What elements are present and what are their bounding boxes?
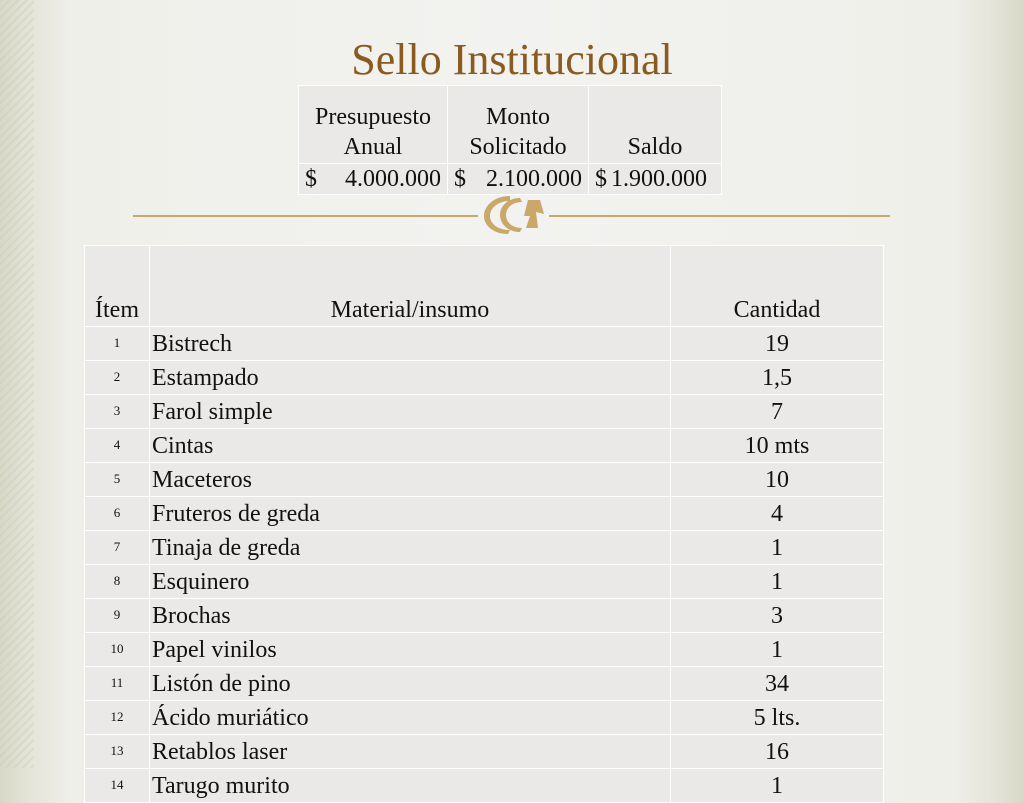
material-quantity: 1 [671, 769, 884, 803]
table-row [85, 429, 884, 463]
materials-body [85, 327, 884, 803]
material-quantity: 16 [671, 735, 884, 769]
currency-symbol: $ [305, 166, 317, 192]
material-quantity: 1,5 [671, 361, 884, 395]
material-name: Estampado [150, 361, 671, 395]
page-title: Sello Institucional [351, 35, 673, 84]
item-number: 14 [85, 769, 150, 803]
header-quantity: Cantidad [671, 246, 884, 327]
table-row [85, 463, 884, 497]
table-row [85, 599, 884, 633]
table-row [85, 361, 884, 395]
materials-header-row [85, 246, 884, 327]
budget-balance-value: 1.900.000 [611, 166, 707, 192]
budget-header-requested: Monto Solicitado [448, 86, 589, 164]
header-item: Ítem [85, 246, 150, 327]
item-number: 13 [85, 735, 150, 769]
budget-header-row [299, 86, 722, 164]
materials-table [84, 245, 884, 803]
item-number: 6 [85, 497, 150, 531]
currency-symbol: $ [454, 166, 466, 192]
item-number: 7 [85, 531, 150, 565]
divider-line-left [133, 215, 478, 217]
budget-header-balance: Saldo [589, 86, 722, 164]
material-quantity: 4 [671, 497, 884, 531]
ornament-icon [480, 190, 548, 240]
material-name: Maceteros [150, 463, 671, 497]
material-name: Retablos laser [150, 735, 671, 769]
material-quantity: 10 mts [671, 429, 884, 463]
item-number: 1 [85, 327, 150, 361]
item-number: 5 [85, 463, 150, 497]
item-number: 4 [85, 429, 150, 463]
table-row [85, 769, 884, 803]
budget-requested-value: 2.100.000 [486, 166, 582, 192]
material-name: Farol simple [150, 395, 671, 429]
table-row [85, 667, 884, 701]
material-name: Papel vinilos [150, 633, 671, 667]
item-number: 11 [85, 667, 150, 701]
item-number: 9 [85, 599, 150, 633]
material-quantity: 1 [671, 531, 884, 565]
divider-line-right [549, 215, 890, 217]
currency-symbol: $ [595, 166, 607, 192]
material-name: Bistrech [150, 327, 671, 361]
budget-balance-cell [589, 164, 722, 195]
material-name: Tinaja de greda [150, 531, 671, 565]
material-quantity: 1 [671, 633, 884, 667]
material-quantity: 7 [671, 395, 884, 429]
material-name: Ácido muriático [150, 701, 671, 735]
table-row [85, 701, 884, 735]
table-row [85, 327, 884, 361]
material-quantity: 19 [671, 327, 884, 361]
material-name: Tarugo murito [150, 769, 671, 803]
table-row [85, 395, 884, 429]
item-number: 8 [85, 565, 150, 599]
budget-table [298, 85, 722, 195]
material-name: Fruteros de greda [150, 497, 671, 531]
item-number: 12 [85, 701, 150, 735]
material-quantity: 34 [671, 667, 884, 701]
material-name: Listón de pino [150, 667, 671, 701]
material-quantity: 10 [671, 463, 884, 497]
item-number: 2 [85, 361, 150, 395]
table-row [85, 633, 884, 667]
table-row [85, 497, 884, 531]
item-number: 10 [85, 633, 150, 667]
budget-annual-value: 4.000.000 [345, 166, 441, 192]
budget-header-annual: Presupuesto Anual [299, 86, 448, 164]
material-quantity: 1 [671, 565, 884, 599]
material-quantity: 3 [671, 599, 884, 633]
table-row [85, 565, 884, 599]
material-name: Cintas [150, 429, 671, 463]
item-number: 3 [85, 395, 150, 429]
material-name: Esquinero [150, 565, 671, 599]
material-quantity: 5 lts. [671, 701, 884, 735]
budget-annual-cell [299, 164, 448, 195]
header-material: Material/insumo [150, 246, 671, 327]
material-name: Brochas [150, 599, 671, 633]
background-texture [0, 0, 34, 768]
table-row [85, 735, 884, 769]
table-row [85, 531, 884, 565]
